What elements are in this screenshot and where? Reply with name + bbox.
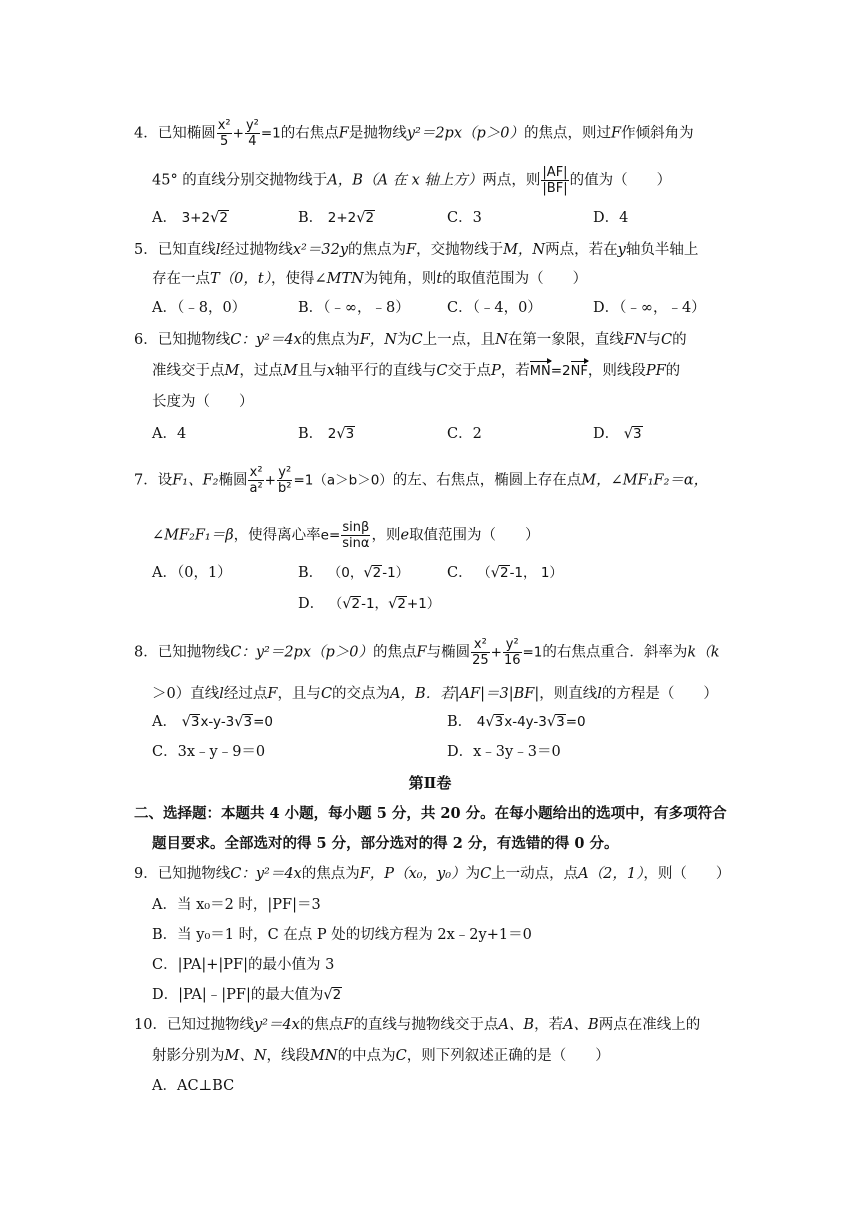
- text: 是抛物线: [348, 125, 407, 142]
- math-text: 2: [327, 426, 337, 442]
- text: 的焦点为: [348, 242, 407, 258]
- var: y: [617, 242, 626, 258]
- q6-line1: [134, 330, 687, 350]
- q6-line2: [152, 361, 680, 382]
- q5-line1: [134, 240, 698, 260]
- text: 已知椭圆: [157, 125, 216, 142]
- numerator: x²: [217, 118, 231, 133]
- var: M、N: [224, 1048, 267, 1064]
- fraction: [245, 118, 260, 149]
- var: M: [224, 363, 240, 379]
- numerator: y²: [245, 118, 259, 133]
- text: ，若: [500, 363, 530, 379]
- text: 为钝角，则: [363, 271, 437, 287]
- text: 10．已知过抛物线: [134, 1017, 254, 1033]
- var: x: [326, 363, 335, 379]
- math-text: （: [477, 565, 491, 581]
- text: 的取值范围为（ ）: [442, 271, 588, 287]
- denominator: 25: [472, 653, 489, 668]
- var: M: [282, 363, 298, 379]
- radicand: 2: [351, 596, 361, 612]
- q8-option-c: C．3x﹣y﹣9＝0: [152, 744, 266, 760]
- radicand: 3: [190, 714, 200, 730]
- vector-mn: MN: [530, 362, 551, 382]
- q5-option-b: B．（﹣∞，﹣8）: [298, 300, 410, 316]
- text: 的焦点为: [301, 866, 360, 882]
- sqrt-icon: √: [210, 210, 220, 226]
- text: 交于点: [447, 363, 492, 379]
- q9-option-a: A．当 x₀＝2 时，|PF|＝3: [152, 897, 321, 913]
- denominator: |BF|: [542, 181, 568, 196]
- radicand: 3: [494, 714, 504, 730]
- q7-option-a: A．（0，1）: [152, 565, 232, 581]
- operator: =1: [260, 125, 281, 142]
- sqrt-icon: √: [388, 596, 398, 612]
- var: C: [411, 332, 423, 348]
- q5-option-d: D．（﹣∞，﹣4）: [593, 300, 706, 316]
- numerator: |AF|: [542, 165, 568, 180]
- part2-title: 第Ⅱ卷: [408, 774, 452, 792]
- text: 的中点为: [337, 1048, 396, 1064]
- numerator: sinβ: [342, 520, 370, 535]
- var: l: [215, 242, 221, 258]
- fraction: [277, 465, 292, 496]
- text: ，且与: [277, 686, 321, 702]
- var: l: [219, 686, 224, 702]
- radicand: 2: [499, 565, 509, 581]
- var: A，B: [390, 686, 426, 702]
- var: C: [395, 1048, 407, 1064]
- q7-option-d: [298, 594, 440, 614]
- q6-option-d: [593, 424, 643, 444]
- text: 7．设: [134, 472, 173, 489]
- q10-option-a: A．AC⊥BC: [152, 1078, 235, 1094]
- math-text: -1， 1）: [509, 565, 563, 581]
- math-text: C：y²＝2px（p＞0）: [230, 644, 374, 661]
- radicand: 2: [365, 210, 375, 226]
- q4-option-b: [298, 208, 375, 228]
- math-text: -1）: [382, 565, 410, 581]
- math-text: -1，: [361, 596, 389, 612]
- q7-line1: [134, 465, 708, 496]
- option-text: D．|PA|﹣|PF|的最大值为: [152, 987, 324, 1003]
- sqrt-icon: √: [323, 987, 333, 1003]
- sqrt-icon: √: [546, 714, 557, 730]
- math-text: =0: [253, 714, 274, 730]
- text: 的焦点，则过: [524, 125, 612, 142]
- text: 两点，则: [482, 172, 541, 189]
- fraction: [217, 118, 232, 149]
- math-text: F，P（x₀，y₀）: [359, 866, 466, 882]
- text: 上一动点，点: [491, 866, 579, 882]
- text: ，若: [534, 1017, 564, 1033]
- var: F: [611, 125, 622, 142]
- math-text: A（2，1）: [578, 866, 644, 882]
- vector-nf: NF: [571, 362, 588, 382]
- var: F: [338, 125, 349, 142]
- var: PF: [645, 363, 666, 379]
- q8-option-a: [152, 712, 273, 732]
- text: 为: [397, 332, 412, 348]
- var: A、B: [563, 1017, 599, 1033]
- operator: +: [264, 472, 276, 489]
- option-label: A．: [152, 714, 177, 730]
- text: ，则线段: [587, 363, 646, 379]
- q7-line2: [152, 520, 540, 551]
- text: 在第一象限，直线: [507, 332, 624, 348]
- text: 的直线与抛物线交于点: [353, 1017, 499, 1033]
- fraction: [248, 465, 263, 496]
- math-text: T（0，t）: [210, 271, 271, 287]
- radicand: 2: [372, 565, 382, 581]
- text: 的左、右焦点，椭圆上存在点: [392, 472, 582, 489]
- math-text: y²＝4x: [253, 1017, 300, 1033]
- math-text: x-4y-3: [504, 714, 547, 730]
- text: 9．已知抛物线: [134, 866, 231, 882]
- math-text: A，B（A 在 x 轴上方）: [327, 172, 483, 189]
- math-text: =0: [565, 714, 586, 730]
- q6-line3: 长度为（ ）: [152, 394, 254, 410]
- sqrt-icon: √: [490, 565, 500, 581]
- operator: +: [232, 125, 244, 142]
- radicand: 3: [243, 714, 253, 730]
- var: MTN: [326, 271, 364, 287]
- q8-line1: [134, 637, 719, 668]
- math-text: k（k: [687, 644, 720, 661]
- radicand: 3: [345, 426, 355, 442]
- q5-line2: [152, 269, 587, 289]
- text: 轴平行的直线与: [334, 363, 437, 379]
- text: 两点，若在: [545, 242, 618, 258]
- text: 的值为（ ）: [569, 172, 672, 189]
- denominator: 5: [220, 134, 229, 149]
- text: 的焦点: [373, 644, 417, 661]
- q9-option-d: [152, 985, 342, 1005]
- text: ，使得∠: [270, 271, 327, 287]
- var: t: [436, 271, 443, 287]
- text: 椭圆: [218, 472, 248, 489]
- math-text: y²＝2px（p＞0）: [406, 125, 525, 142]
- var: MN: [310, 1048, 338, 1064]
- option-label: B．: [298, 210, 324, 226]
- math-text: +1）: [406, 596, 441, 612]
- q6-option-a: A．4: [152, 426, 187, 442]
- var: F，N: [359, 332, 397, 348]
- text: 的焦点: [299, 1017, 344, 1033]
- var: C: [480, 866, 492, 882]
- option-label: B．: [447, 714, 473, 730]
- math-text: 2+2: [327, 210, 357, 226]
- option-label: B．: [298, 565, 324, 581]
- q4-option-c: C．3: [447, 210, 482, 226]
- denominator: a²: [249, 481, 263, 496]
- text: 的焦点为: [301, 332, 360, 348]
- text: 的: [672, 332, 687, 348]
- text: ，交抛物线于: [416, 242, 504, 258]
- denominator: b²: [277, 481, 292, 496]
- text: 两点在准线上的: [598, 1017, 701, 1033]
- q4-line1: [134, 118, 694, 149]
- text: 的: [665, 363, 681, 379]
- denominator: 4: [248, 134, 257, 149]
- q10-line1: [134, 1015, 700, 1035]
- var: C: [436, 363, 448, 379]
- numerator: y²: [278, 465, 292, 480]
- text: 为: [465, 866, 481, 882]
- option-label: C．: [447, 565, 473, 581]
- numerator: x²: [249, 465, 263, 480]
- q4-option-d: D．4: [593, 210, 629, 226]
- math-text: （: [328, 596, 343, 612]
- radicand: 3: [556, 714, 565, 730]
- fraction: [503, 637, 522, 668]
- option-label: D．: [298, 596, 325, 612]
- q10-line2: [152, 1046, 610, 1066]
- sqrt-icon: √: [181, 714, 191, 730]
- text: 上一点，且: [422, 332, 496, 348]
- text: 45° 的直线分别交抛物线于: [152, 172, 328, 189]
- sqrt-icon: √: [623, 426, 633, 442]
- q8-line2: [152, 684, 718, 704]
- fraction: [471, 637, 490, 668]
- text: 经过抛物线: [220, 242, 293, 258]
- q7-option-b: [298, 563, 409, 583]
- math-text: （0，: [327, 565, 364, 581]
- text: 轴负半轴上: [625, 242, 699, 258]
- denominator: sinα: [342, 536, 370, 551]
- q5-option-c: C．（﹣4，0）: [447, 300, 542, 316]
- math-text: F₁、F₂: [172, 472, 219, 489]
- q9-option-b: B．当 y₀＝1 时，C 在点 P 处的切线方程为 2x﹣2y+1＝0: [152, 927, 532, 943]
- text: ＞0）直线: [152, 686, 220, 702]
- var: P: [491, 363, 501, 379]
- text: ，则: [371, 527, 401, 544]
- text: ，过点: [239, 363, 283, 379]
- q4-option-a: [152, 208, 229, 228]
- q7-option-c: [447, 563, 563, 583]
- q9-line1: [134, 864, 730, 884]
- option-label: D．: [593, 426, 620, 442]
- math-text: =1（a＞b＞0）: [293, 472, 393, 489]
- section-instructions-line2: 题目要求。全部选对的得 5 分，部分选对的得 2 分，有选错的得 0 分。: [152, 835, 619, 852]
- radicand: 3: [633, 426, 642, 442]
- math-text: C：y²＝4x: [230, 332, 302, 348]
- radicand: 2: [332, 987, 342, 1003]
- section-instructions-line1: 二、选择题：本题共 4 小题，每小题 5 分，共 20 分。在每小题给出的选项中，有多项符合: [134, 805, 727, 822]
- numerator: y²: [503, 637, 522, 653]
- text: 准线交于点: [152, 363, 225, 379]
- var: N: [495, 332, 508, 348]
- text: 经过点: [223, 686, 268, 702]
- operator: =2: [550, 363, 571, 379]
- math-text: 3+2: [181, 210, 211, 226]
- math-text: x²＝32y: [292, 242, 349, 258]
- math-text: e=: [320, 527, 341, 544]
- var: A、B: [498, 1017, 535, 1033]
- text: 与椭圆: [426, 644, 471, 661]
- operator: =1: [522, 644, 543, 661]
- q6-option-b: [298, 424, 355, 444]
- option-label: A．: [152, 210, 177, 226]
- text: 且与: [297, 363, 327, 379]
- radicand: 2: [397, 596, 406, 612]
- sqrt-icon: √: [485, 714, 495, 730]
- text: 的右焦点重合．斜率为: [542, 644, 688, 661]
- q8-option-b: [447, 712, 586, 732]
- text: 6．已知抛物线: [134, 332, 231, 348]
- text: ，则下列叙述正确的是（ ）: [406, 1048, 610, 1064]
- math-text: M，∠MF₁F₂＝α，: [581, 472, 709, 489]
- text: 与: [646, 332, 662, 348]
- option-label: B．: [298, 426, 324, 442]
- fraction: [541, 165, 568, 196]
- var: F: [416, 644, 427, 661]
- q6-option-c: C．2: [447, 426, 482, 442]
- text: ，则直线: [539, 686, 598, 702]
- sqrt-icon: √: [363, 565, 373, 581]
- text: 的右焦点: [280, 125, 339, 142]
- math-text: C：y²＝4x: [230, 866, 302, 882]
- q5-option-a: A．（﹣8，0）: [152, 300, 247, 316]
- var: F: [406, 242, 417, 258]
- q8-option-d: D．x﹣3y﹣3＝0: [447, 744, 561, 760]
- sqrt-icon: √: [356, 210, 366, 226]
- math-text: ．若|AF|＝3|BF|: [425, 686, 540, 702]
- var: M，N: [503, 242, 546, 258]
- var: FN: [623, 332, 647, 348]
- text: ，使得离心率: [233, 527, 321, 544]
- var: C: [320, 686, 333, 702]
- text: 5．已知直线: [134, 242, 216, 258]
- text: 的方程是（ ）: [601, 686, 718, 702]
- fraction: [341, 520, 370, 551]
- math-text: 4: [476, 714, 486, 730]
- q4-line2: [152, 165, 671, 196]
- text: 作倾斜角为: [621, 125, 694, 142]
- question-number: 4．: [134, 125, 158, 142]
- text: 射影分别为: [152, 1048, 225, 1064]
- text: 取值范围为（ ）: [409, 527, 540, 544]
- sqrt-icon: √: [342, 596, 352, 612]
- text: 的交点为: [332, 686, 391, 702]
- sqrt-icon: √: [234, 714, 244, 730]
- var: l: [597, 686, 602, 702]
- var: F: [267, 686, 278, 702]
- text: ，线段: [266, 1048, 311, 1064]
- operator: +: [490, 644, 502, 661]
- math-text: x-y-3: [200, 714, 235, 730]
- var: F: [343, 1017, 354, 1033]
- q9-option-c: C．|PA|+|PF|的最小值为 3: [152, 957, 335, 973]
- var: C: [661, 332, 673, 348]
- var: e: [400, 527, 410, 544]
- text: 8．已知抛物线: [134, 644, 231, 661]
- text: 存在一点: [152, 271, 210, 287]
- math-text: ∠MF₂F₁＝β: [152, 527, 234, 544]
- numerator: x²: [471, 637, 490, 653]
- text: ，则（ ）: [643, 866, 731, 882]
- sqrt-icon: √: [336, 426, 346, 442]
- denominator: 16: [503, 653, 521, 668]
- radicand: 2: [219, 210, 228, 226]
